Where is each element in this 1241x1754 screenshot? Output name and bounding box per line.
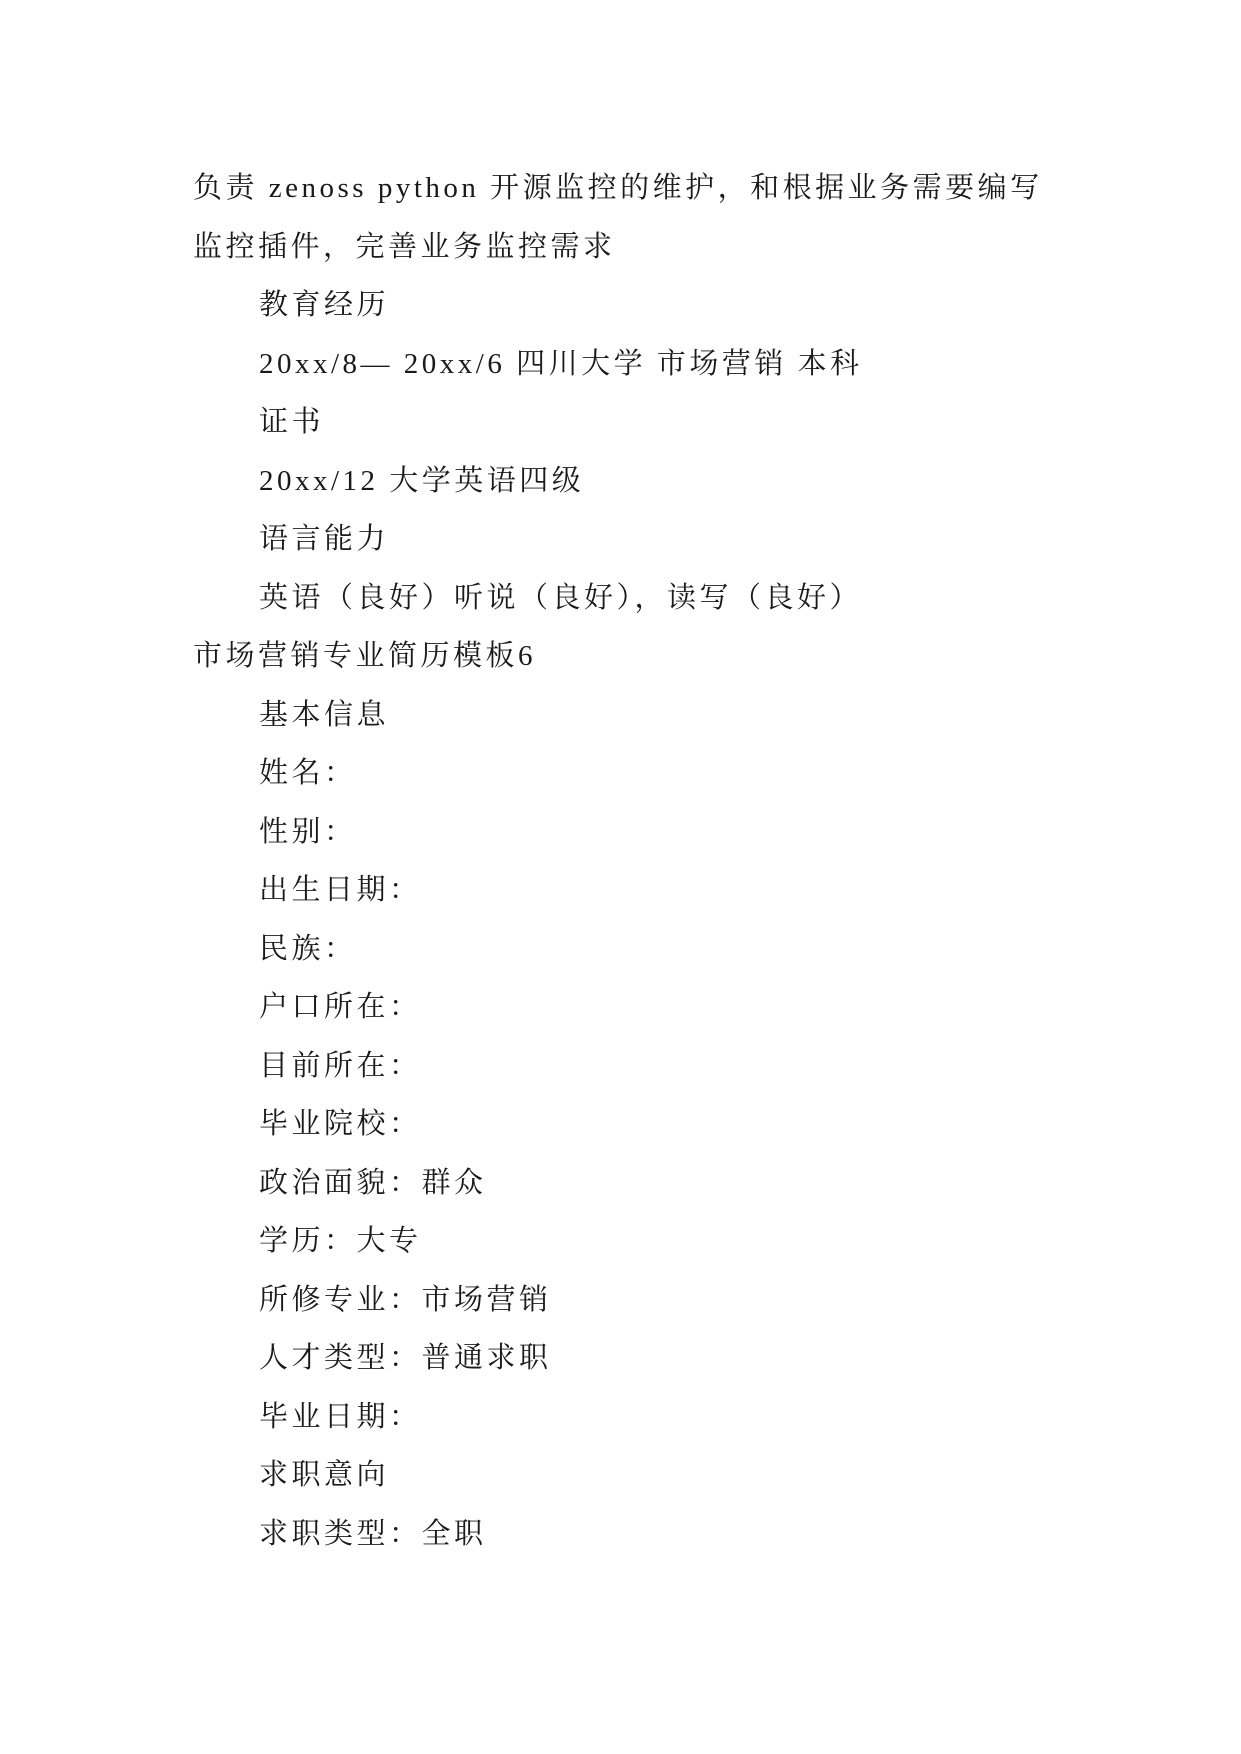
field-value: 普通求职: [421, 1342, 552, 1374]
field-gender: [0, 803, 1241, 862]
field-label: 性别：: [259, 815, 357, 848]
work-description-line-2: 监控插件，完善业务监控需求: [193, 230, 616, 263]
field-label: 人才类型：: [259, 1342, 422, 1374]
field-value: 大专: [356, 1225, 422, 1257]
basic-info-heading: 基本信息: [259, 698, 390, 731]
field-value: 全职: [421, 1517, 487, 1550]
work-description-line-1: 负责 zenoss python 开源监控的维护，和根据业务需要编写: [193, 172, 1043, 204]
certificates-entry: 20xx/12 大学英语四级: [259, 464, 585, 497]
field-label: 姓名：: [259, 757, 357, 789]
field-label: 学历：: [259, 1225, 357, 1257]
field-label: 出生日期：: [259, 874, 422, 906]
template-title: 市场营销专业简历模板6: [193, 640, 537, 672]
education-heading: 教育经历: [259, 289, 390, 321]
field-name: [0, 744, 1241, 803]
field-label: 毕业日期：: [259, 1400, 422, 1433]
education-entry: 20xx/8— 20xx/6 四川大学 市场营销 本科: [259, 347, 863, 380]
field-current-location: [0, 1037, 1241, 1096]
field-value: 市场营销: [421, 1283, 552, 1316]
field-birth-date: [0, 861, 1241, 920]
field-label: 求职类型：: [259, 1517, 422, 1550]
field-label: 毕业院校：: [259, 1108, 422, 1140]
field-label: 所修专业：: [259, 1283, 422, 1316]
field-talent-type: [0, 1329, 1241, 1388]
field-education-level: [0, 1212, 1241, 1271]
language-heading: 语言能力: [259, 523, 390, 555]
field-value: 群众: [421, 1166, 487, 1199]
field-ethnicity: [0, 920, 1241, 979]
field-household-registration: [0, 978, 1241, 1037]
certificates-heading: 证书: [259, 406, 325, 438]
job-intent-heading: 求职意向: [259, 1459, 390, 1491]
language-entry: 英语（良好）听说（良好），读写（良好）: [259, 581, 863, 614]
field-label: 户口所在：: [259, 991, 422, 1023]
field-political-status: [0, 1154, 1241, 1213]
field-label: 政治面貌：: [259, 1166, 422, 1199]
field-graduation-date: [0, 1388, 1241, 1447]
field-graduated-school: [0, 1095, 1241, 1154]
field-job-type: [0, 1505, 1241, 1564]
field-major: [0, 1271, 1241, 1330]
field-label: 民族：: [259, 932, 357, 965]
field-label: 目前所在：: [259, 1049, 422, 1082]
